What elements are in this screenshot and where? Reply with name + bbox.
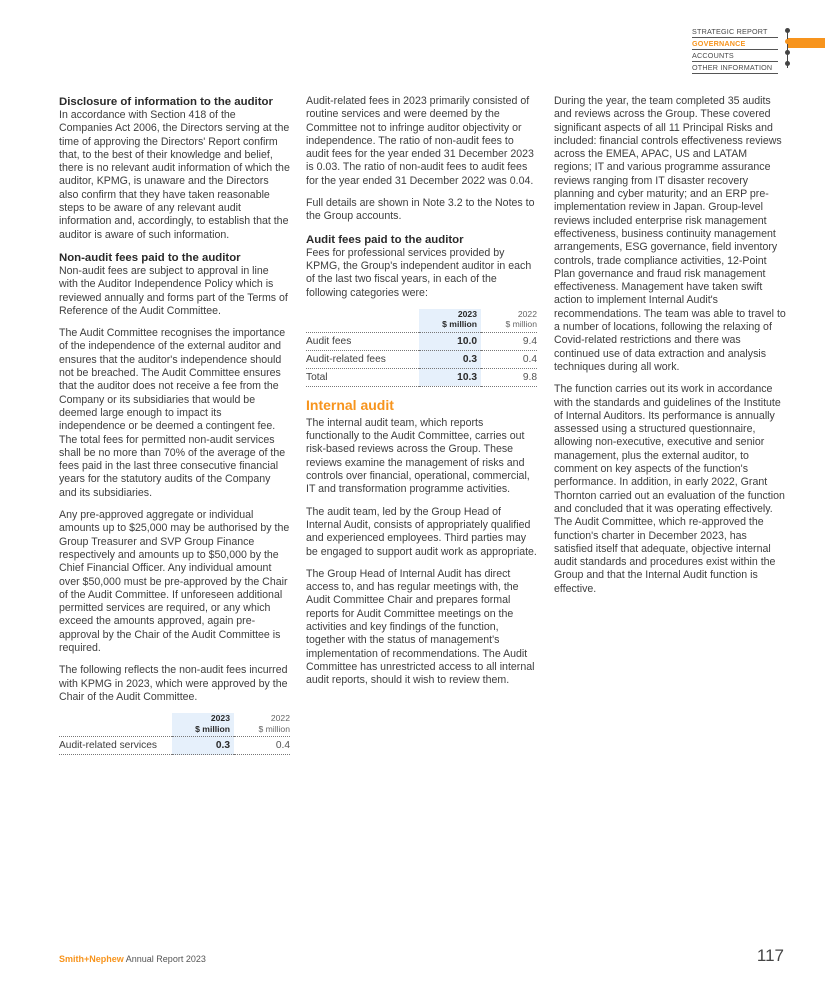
value-2022: 0.4 xyxy=(481,350,537,368)
value-2022: 9.8 xyxy=(481,368,537,386)
nav-dot-icon xyxy=(785,61,790,66)
column-1 xyxy=(59,95,290,765)
paragraph-disclosure: In accordance with Section 418 of the Companies Act 2006, the Directors serving at the time of approving the Directors' Report confirm that, to the best of their knowledge and belief, there is no relevant audit information of which the auditor, KPMG, is unaware and the Directors also confirm that they have taken reasonable steps to be aware of any relevant audit information and, accordingly, to establish that the auditor is aware of such information. xyxy=(59,109,290,241)
row-label: Audit-related fees xyxy=(306,350,419,368)
value-2022: 9.4 xyxy=(481,332,537,350)
paragraph-internal-2: The audit team, led by the Group Head of Internal Audit, consists of appropriately qualified and experienced employees. Third parties may be engaged to support audit work as appropriate. xyxy=(306,505,537,558)
heading-disclosure: Disclosure of information to the auditor xyxy=(59,96,273,108)
paragraph-audit-fees: Fees for professional services provided by KPMG, the Group's independent auditor in each of the last two fiscal years, in each of the following categories were: xyxy=(306,246,532,299)
brand-name: Smith+Nephew xyxy=(59,954,124,964)
paragraph-function-standards: The function carries out its work in accordance with the standards and guidelines of the Institute of Internal Auditors. Its performance is annually assessed using a structured questionnaire, allowing non-executive, executive and senior management, plus the external auditor, to comment on key aspects of the function's performance. In addition, in early 2022, Grant Thornton carried out an evaluation of the function and concluded that it was operating effectively. The Audit Committee, which re-approved the function's charter in December 2023, has satisfied itself that adequate, objective internal audit standards and procedures exist within the Group and that the Internal Audit function is effective. xyxy=(554,383,785,595)
paragraph-non-audit-3: Any pre-approved aggregate or individual amounts up to $25,000 may be authorised by the Group Treasurer and SVP Group Finance respectively and amounts up to $50,000 by the Chief Financial Officer. Any individual amount over $50,000 must be pre-approved by the Chair of the Audit Committee. If unforeseen additional permitted services are required, or any which exceed the amounts approved, again pre-approval by the Chair of the Audit Committee is required. xyxy=(59,509,290,654)
row-label: Audit fees xyxy=(306,332,419,350)
value-2023: 0.3 xyxy=(419,350,481,368)
heading-audit-fees: Audit fees paid to the auditor xyxy=(306,233,464,246)
nav-dot-icon xyxy=(785,28,790,33)
non-audit-fees-table xyxy=(59,713,290,755)
heading-non-audit-fees: Non-audit fees paid to the auditor xyxy=(59,251,241,264)
paragraph-non-audit-1: Non-audit fees are subject to approval in line with the Auditor Independence Policy which is reviewed annually and forms part of the Terms of Reference of the Audit Committee. xyxy=(59,264,288,317)
value-2023: 0.3 xyxy=(172,737,234,755)
audit-fees-table xyxy=(306,309,537,387)
paragraph-non-audit-4: The following reflects the non-audit fees incurred with KPMG in 2023, which were approved by the Chair of the Audit Committee. xyxy=(59,664,288,703)
section-navigation xyxy=(692,26,825,74)
row-label: Total xyxy=(306,368,419,386)
column-header-2022: 2022 $ million xyxy=(505,308,537,330)
page-number: 117 xyxy=(756,946,784,965)
table-row xyxy=(59,737,290,755)
nav-dot-icon xyxy=(785,50,790,55)
paragraph-non-audit-2: The Audit Committee recognises the importance of the independence of the external auditor and ensures that the auditor's independence should not be breached. The Audit Committee ensures that the auditor does not receive a fee from the Company or its subsidiaries that would be deemed large enough to impact its independence or be deemed a contingent fee. The total fees for permitted non-audit services shall be no more than 70% of the average of the fees paid in the last three consecutive financial years for the statutory audits of the Company and its subsidiaries. xyxy=(59,327,286,499)
row-label: Audit-related services xyxy=(59,737,172,755)
nav-item-strategic-report[interactable]: STRATEGIC REPORT xyxy=(692,26,778,38)
paragraph-team-work: During the year, the team completed 35 audits and reviews across the Group. These covered significant aspects of all 11 Principal Risks and included: financial controls effectiveness reviews across the EMEA, APAC, US and LATAM regions; IT and various programme assurance reviews ranging from IT disaster recovery planning and cyber maturity; and an ERP pre-implementation review in Japan. Group-level reviews included enterprise risk management effectiveness, business continuity management arrangements, ESG governance, field inventory controls, trade compliance activities, 12-Point Plan governance and fraud risk management effectiveness. Management have taken swift action to implement Internal Audit's recommendations. The team was able to travel to a number of locations, following the relaxing of Covid-related restrictions and there was continued use of data extraction and analysis techniques during all work. xyxy=(554,95,786,373)
nav-item-accounts[interactable]: ACCOUNTS xyxy=(692,50,778,62)
heading-internal-audit: Internal audit xyxy=(306,396,394,413)
nav-active-tab-marker xyxy=(788,38,825,48)
table-row-total xyxy=(306,368,537,386)
report-title: Annual Report 2023 xyxy=(125,954,206,964)
table-row xyxy=(306,332,537,350)
value-2022: 0.4 xyxy=(234,737,290,755)
nav-item-governance[interactable]: GOVERNANCE xyxy=(692,38,778,50)
value-2023: 10.3 xyxy=(419,368,481,386)
value-2023: 10.0 xyxy=(419,332,481,350)
column-header-2022: 2022 $ million xyxy=(258,713,290,734)
table-row xyxy=(306,350,537,368)
column-header-2023: 2023 $ million xyxy=(172,713,234,737)
paragraph-details: Full details are shown in Note 3.2 to the Notes to the Group accounts. xyxy=(306,197,535,223)
paragraph-audit-related: Audit-related fees in 2023 primarily consisted of routine services and were deemed by the Committee not to infringe auditor objectivity or independence. The ratio of non-audit fees to audit fees for the year ended 31 December 2023 is 0.03. The ratio of non-audit fees to audit fees for the year ended 31 December 2022 was 0.04. xyxy=(306,95,534,187)
nav-item-other-information[interactable]: OTHER INFORMATION xyxy=(692,62,778,74)
column-header-2023: 2023 $ million xyxy=(419,309,481,333)
column-3 xyxy=(554,95,786,605)
footer xyxy=(59,954,206,964)
column-2 xyxy=(306,95,537,697)
paragraph-internal-3: The Group Head of Internal Audit has direct access to, and has regular meetings with, the Audit Committee Chair and prepares formal reports for Audit Committee meetings on the activities and key findings of the function, together with the status of management's implementation of recommendations. The Audit Committee has unrestricted access to all internal audit reports, should it wish to review them. xyxy=(306,567,535,687)
paragraph-internal-1: The internal audit team, which reports functionally to the Audit Committee, carries out risk-based reviews across the Group. These reviews examine the management of risks and controls over financial, operational, commercial, IT and transformation programme activities. xyxy=(306,416,530,496)
